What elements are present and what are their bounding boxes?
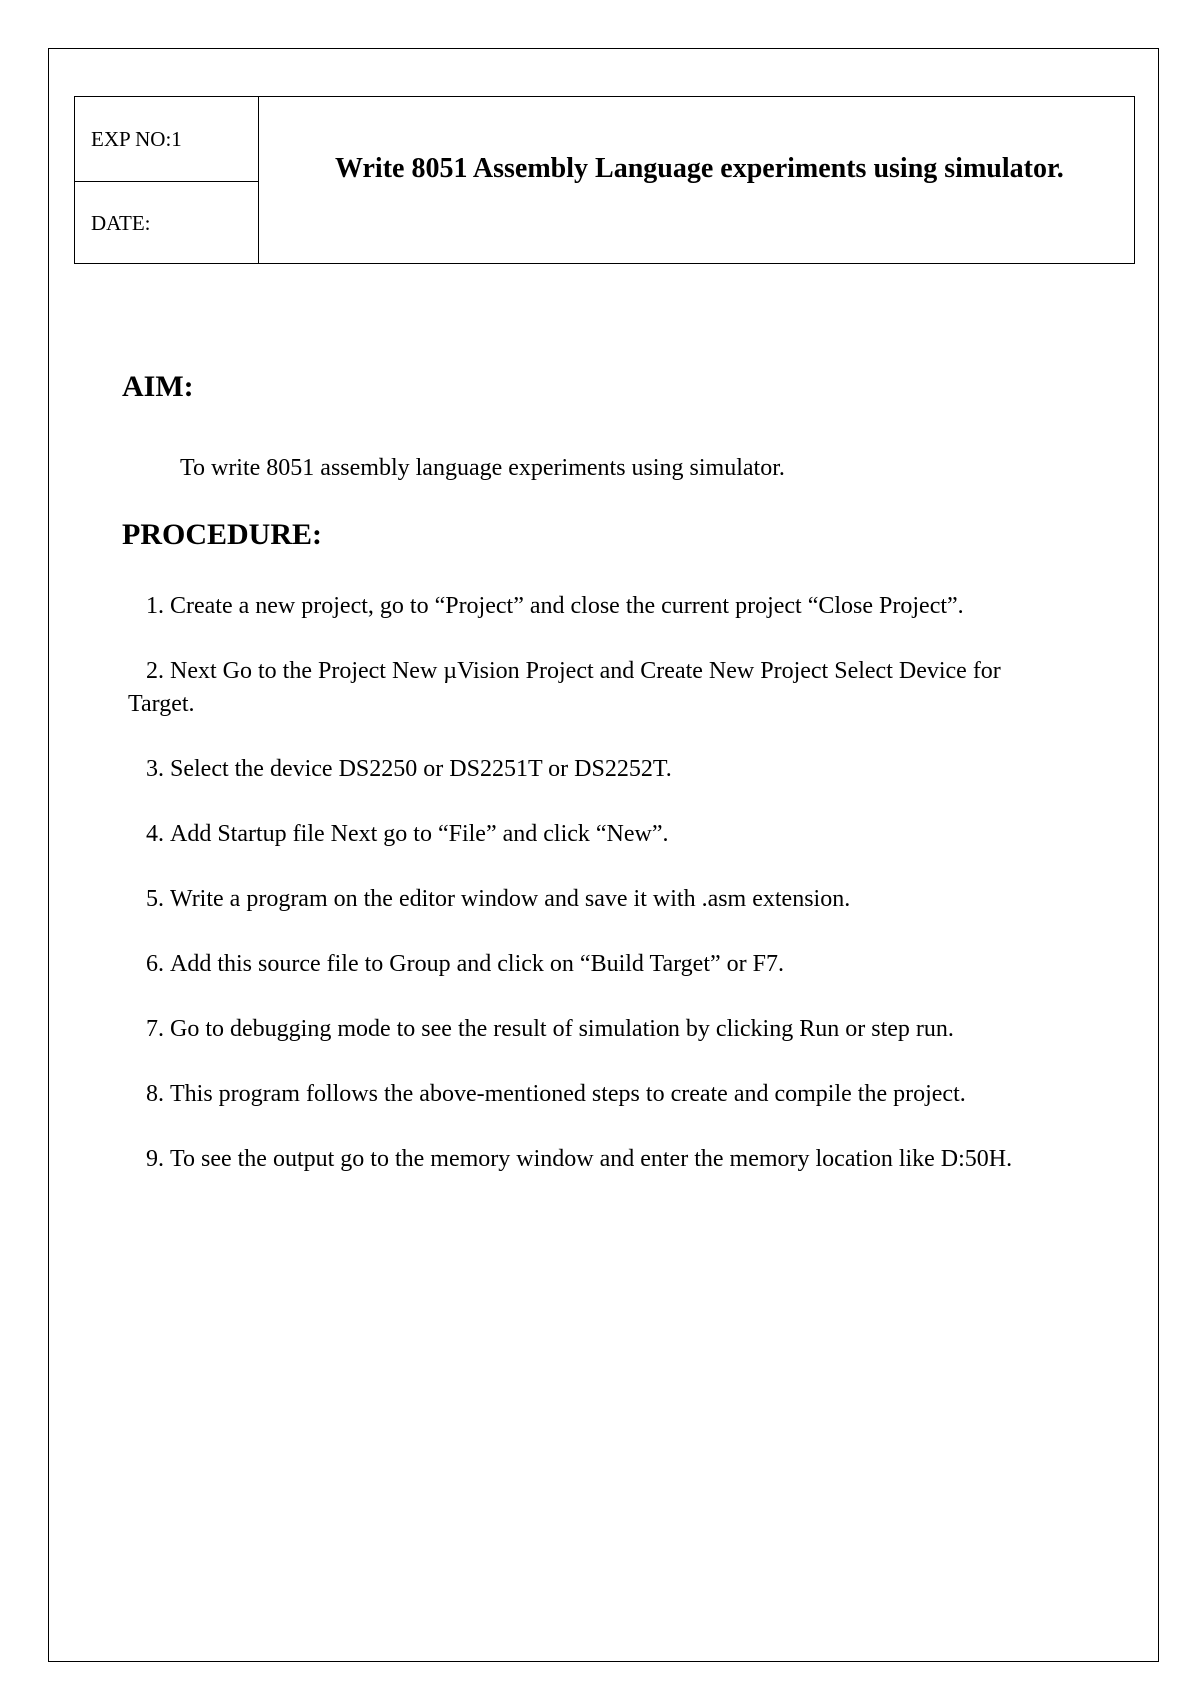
step-text: This program follows the above-mentioned steps to create and compile the project. [170,1081,966,1107]
procedure-step [128,753,1068,786]
experiment-title: Write 8051 Assembly Language experiments using simulator. [335,153,1064,184]
step-text: Next Go to the Project New µVision Project and Create New Project Select Device for Target. [128,658,1001,717]
step-number: 6. [146,951,164,977]
step-number: 5. [146,886,164,912]
aim-text: To write 8051 assembly language experiments using simulator. [180,455,785,481]
step-number: 1. [146,593,164,619]
step-text: Write a program on the editor window and save it with .asm extension. [170,886,851,912]
step-text: Select the device DS2250 or DS2251T or DS2252T. [170,756,672,782]
header-table [74,96,1135,264]
procedure-step [128,818,1068,851]
aim-heading: AIM: [122,370,194,403]
step-number: 8. [146,1081,164,1107]
step-text: Create a new project, go to “Project” and close the current project “Close Project”. [170,593,964,619]
step-number: 4. [146,821,164,847]
step-text: Add Startup file Next go to “File” and click “New”. [170,821,669,847]
procedure-step [128,1143,1068,1176]
date-label: DATE: [91,211,151,235]
exp-no-label: EXP NO:1 [91,127,182,151]
step-number: 9. [146,1146,164,1172]
procedure-step [128,590,1068,623]
procedure-heading: PROCEDURE: [122,518,322,551]
exp-no-cell [75,97,258,182]
procedure-step [128,883,1068,916]
step-number: 2. [146,658,164,684]
procedure-step [128,1078,1068,1111]
procedure-step [128,1013,1068,1046]
step-number: 3. [146,756,164,782]
procedure-step [128,655,1068,721]
step-text: Go to debugging mode to see the result of simulation by clicking Run or step run. [170,1016,954,1042]
procedure-steps [128,590,1068,1208]
header-left-column [75,97,259,263]
procedure-step [128,948,1068,981]
step-number: 7. [146,1016,164,1042]
step-text: Add this source file to Group and click on “Build Target” or F7. [170,951,784,977]
step-text: To see the output go to the memory window and enter the memory location like D:50H. [170,1146,1013,1172]
